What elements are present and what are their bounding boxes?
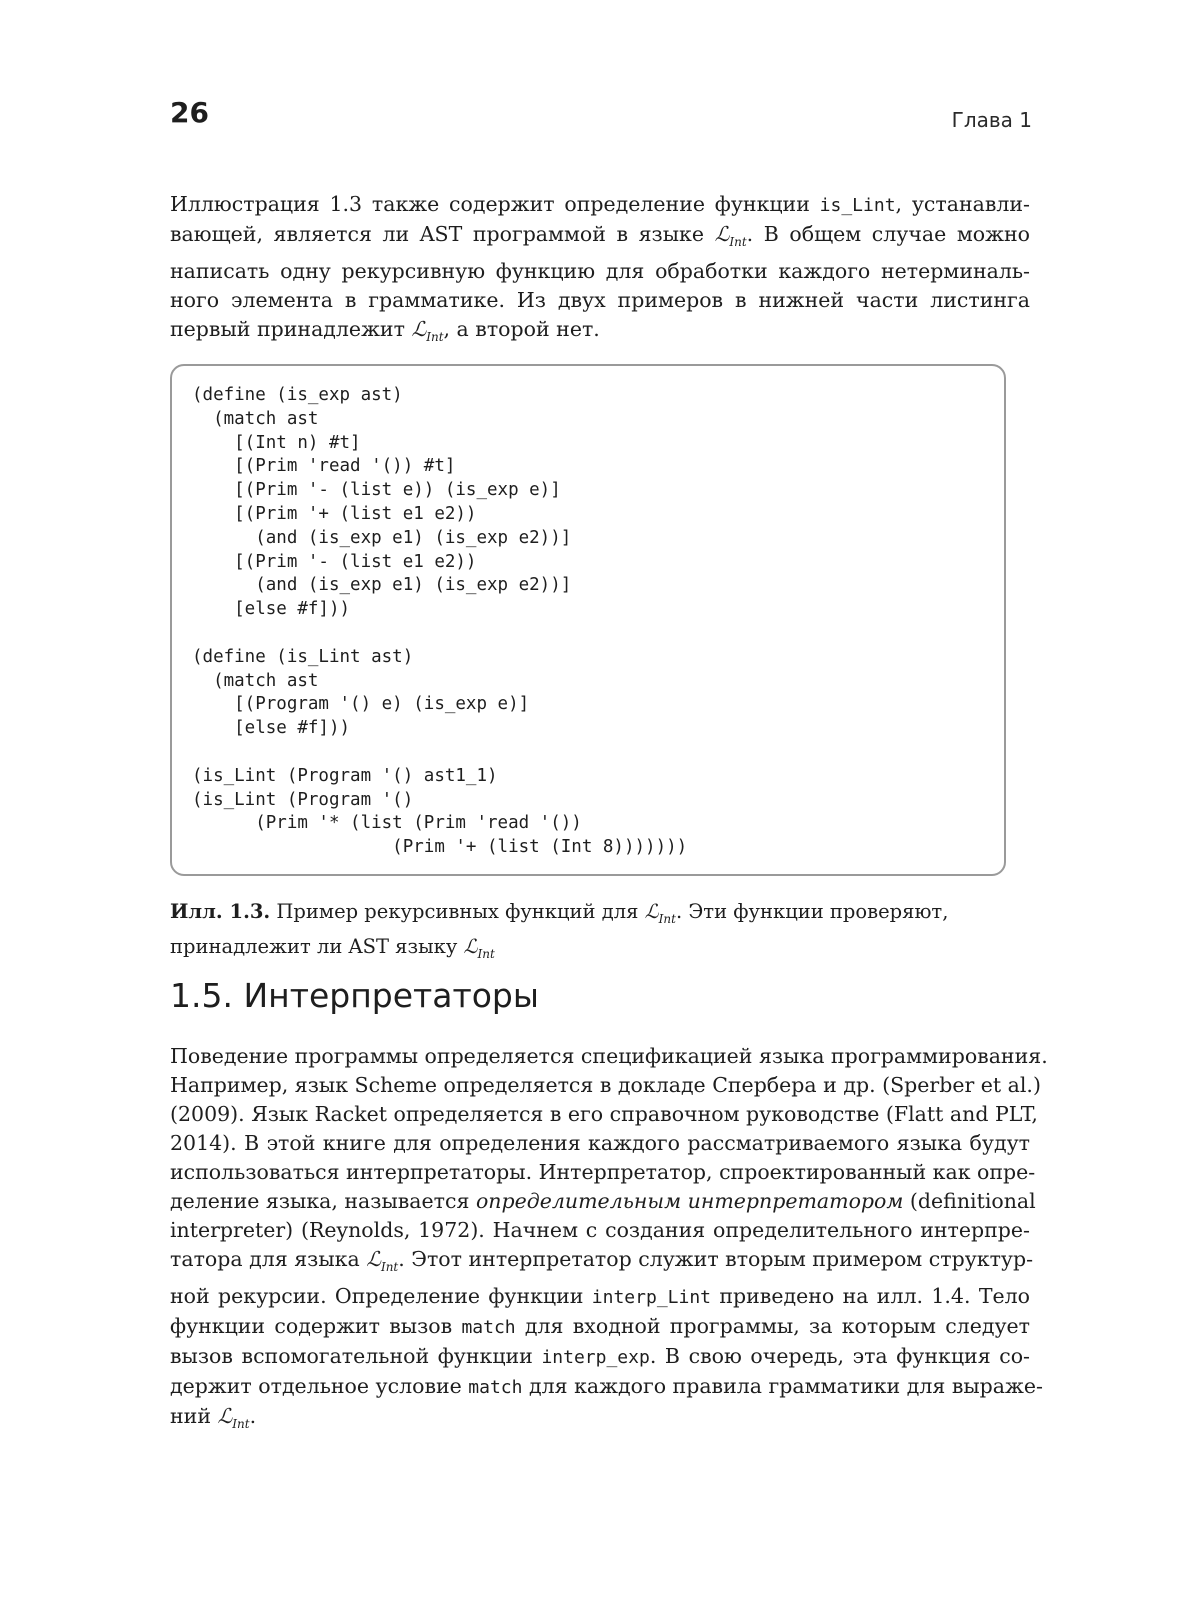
inline-code: match [461,1317,516,1339]
intro-line: вающей, является ли AST программой в языке ℒ$_{Int}$. В общем случае можно [170,222,1030,250]
body-line: деление языка, называется определительным интерпретатором (definitional [170,1189,1036,1213]
inline-code: is_Lint [819,195,896,216]
language-symbol: ℒ$_{Int}$ [714,222,747,250]
body-line: Например, язык Scheme определяется в докладе Спербера и др. (Sperber et al.) [170,1073,1041,1097]
section-title: 1.5. Интерпретаторы [170,976,539,1015]
inline-code: interp_Lint [591,1287,712,1309]
intro-line: Иллюстрация 1.3 также содержит определение функции is_Lint, устанавли- [170,192,1030,216]
intro-line: написать одну рекурсивную функцию для обработки каждого нетерминаль- [170,259,1030,284]
language-symbol: ℒ$_{Int}$ [366,1247,399,1275]
body-line: вызов вспомогательной функции interp_exp. В свою очередь, эта функция со- [170,1344,1030,1369]
intro-line: ного элемента в грамматике. Из двух примеров в нижней части листинга [170,288,1030,313]
body-line: ний ℒ$_{Int}$. [170,1404,257,1432]
caption-label: Илл. 1.3. [170,900,271,923]
body-line: 2014). В этой книге для определения каждого рассматриваемого языка будут [170,1131,1030,1155]
language-symbol: ℒ$_{Int}$ [463,934,495,961]
chapter-header: Глава 1 [951,108,1032,132]
body-line: interpreter) (Reynolds, 1972). Начнем с создания определительного интерпре- [170,1218,1030,1242]
listing-code: (define (is_exp ast) (match ast [(Int n) #t] [(Prim 'read '()) #t] [(Prim '- (list e)) (is_exp e)] [(Prim '+ (list e1 e2)) (and (is_exp e1) (is_exp e2))] [(Prim '- (list e1 e2)) (and (is_exp e1) (is_exp e2))] [else #f])) (define (is_Lint ast) (match ast [(Program '() e) (is_exp e)] [else #f])) (is_Lint (Program '() ast1_1) (is_Lint (Program '() (Prim '* (list (Prim 'read '()) (Prim '+ (list (Int 8))))))) [192,385,688,858]
page-number: 26 [170,96,209,129]
figure-caption: Илл. 1.3. Пример рекурсивных функций для ℒ$_{Int}$. Эти функции проверяют, принадлежит ли AST языку ℒ$_{Int}$ [170,900,949,961]
language-symbol: ℒ$_{Int}$ [217,1404,250,1432]
inline-code: match [468,1377,523,1399]
body-paragraph [170,1042,1048,1439]
emphasized-term: определительным интерпретатором [475,1189,904,1213]
body-line: держит отдельное условие match для каждого правила грамматики для выраже- [170,1374,1043,1399]
intro-line: первый принадлежит ℒ$_{Int}$, а второй нет. [170,317,600,345]
body-line: использоваться интерпретаторы. Интерпретатор, спроектированный как опре- [170,1160,1036,1184]
body-line: ной рекурсии. Определение функции interp_Lint приведено на илл. 1.4. Тело [170,1284,1030,1309]
body-line: (2009). Язык Racket определяется в его справочном руководстве (Flatt and PLT, [170,1102,1038,1126]
inline-code: interp_exp [541,1347,650,1369]
code-listing [170,364,1006,876]
body-line: Поведение программы определяется спецификацией языка программирования. [170,1044,1048,1068]
body-line: функции содержит вызов match для входной программы, за которым следует [170,1314,1030,1339]
language-symbol: ℒ$_{Int}$ [411,317,444,345]
language-symbol: ℒ$_{Int}$ [644,900,676,926]
body-line: татора для языка ℒ$_{Int}$. Этот интерпретатор служит вторым примером структур- [170,1247,1034,1275]
intro-paragraph [170,190,1030,352]
